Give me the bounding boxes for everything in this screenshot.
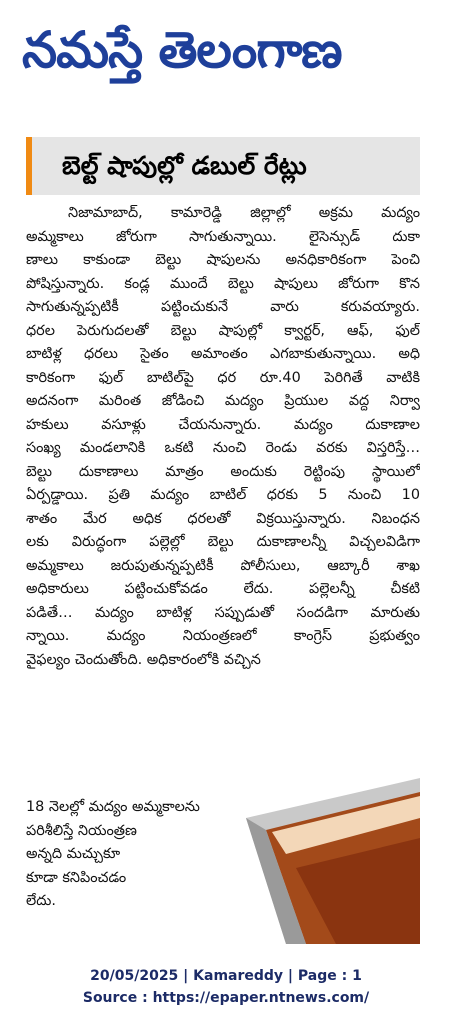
masthead-title: నమస్తే తెలంగాణ (22, 20, 342, 79)
article-line: ణాలు కాకుండా బెల్టు షాపులను అనధికారికంగా పెంచి (26, 252, 420, 268)
article-line: 18 నెలల్లో మద్యం అమ్మకాలను (26, 799, 200, 815)
headline: బెల్ట్ షాపుల్లో డబుల్ రేట్లు (62, 151, 307, 180)
article-line: హకులు వసూళ్లు చేయనున్నారు. మద్యం దుకాణాల (26, 416, 420, 433)
footer (0, 965, 452, 1009)
article-line: లేదు. (26, 893, 56, 909)
footer-source: Source : https://epaper.ntnews.com/ (82, 990, 370, 1006)
article-line: బాటిళ్ల ధరలు సైతం అమాంతం ఎగబాకుతున్నాయి. అధి (26, 346, 420, 362)
article-line: లకు విరుద్ధంగా పల్లెల్లో బెల్టు దుకాణాలన్నీ విచ్చలవిడిగా (26, 534, 420, 550)
article-line: పరిశీలిస్తే నియంత్రణ (26, 822, 137, 839)
article-line: సాగుతున్నప్పటికీ పట్టించుకునే వారు కరువయ్యారు. (26, 299, 420, 315)
article-line: నిజామాబాద్, కామారెడ్డి జిల్లాల్లో అక్రమ మద్యం (68, 205, 420, 221)
article-line: ధరల పెరుగుదలతో బెల్టు షాపుల్లో క్వార్టర్, ఆఫ్, ఫుల్ (26, 322, 420, 339)
article-line: వైఫల్యం చెందుతోంది. అధికారంలోకి వచ్చిన (26, 651, 261, 668)
article-line: బెల్టు దుకాణాలు మాత్రం అందుకు రెట్టింపు స్థాయిలో (26, 463, 420, 480)
notebook-illustration (226, 758, 420, 944)
article-line: సంఖ్య మండలానికి ఒకటి నుంచి రెండు వరకు విస్తరిస్తే… (26, 440, 420, 456)
article-line: అమ్మకాలు జోరుగా సాగుతున్నాయి. లైసెన్సుడ్ దుకా (26, 228, 420, 245)
headline-box (26, 137, 420, 195)
article-line: పోషిస్తున్నారు. కండ్ల ముందే బెల్టు షాపులు జోరుగా కొన (26, 275, 420, 292)
article-line: న్నాయి. మద్యం నియంత్రణలో కాంగ్రెస్ ప్రభుత్వం (26, 628, 420, 644)
article-line: పడితే… మద్యం బాటిళ్ల సప్పుడుతో సందడిగా మారుతు (26, 604, 420, 621)
article-paragraph (26, 202, 420, 672)
footer-date-edition: 20/05/2025 | Kamareddy | Page : 1 (90, 968, 362, 984)
article-line: ఏర్పడ్డాయి. ప్రతి మద్యం బాటిల్ ధరకు 5 నుంచి 10 (26, 487, 420, 503)
article-line: అధికారులు పట్టించుకోవడం లేదు. పల్లెలన్నీ చీకటి (26, 581, 420, 597)
article-line: కూడా కనిపించడం (26, 869, 127, 886)
article-line: కారికంగా ఫుల్ బాటిల్‌పై ధర రూ.40 పెరిగితే వాటికి (26, 369, 420, 386)
article-paragraph-narrow (26, 796, 236, 914)
article-line: అన్నది మచ్చుకూ (26, 846, 121, 862)
article-line: అమ్మకాలు జరుపుతున్నప్పటికీ పోలీసులు, ఆబ్కారీ శాఖ (26, 557, 420, 574)
article-line: శాతం మేర అధిక ధరలతో విక్రయిస్తున్నారు. నిబంధన (26, 510, 420, 527)
article-line: అదనంగా మరింత జోడించి మద్యం ప్రియుల వద్ద నిర్వా (26, 393, 420, 409)
headline-accent-bar (26, 137, 32, 195)
article-body (26, 202, 420, 944)
